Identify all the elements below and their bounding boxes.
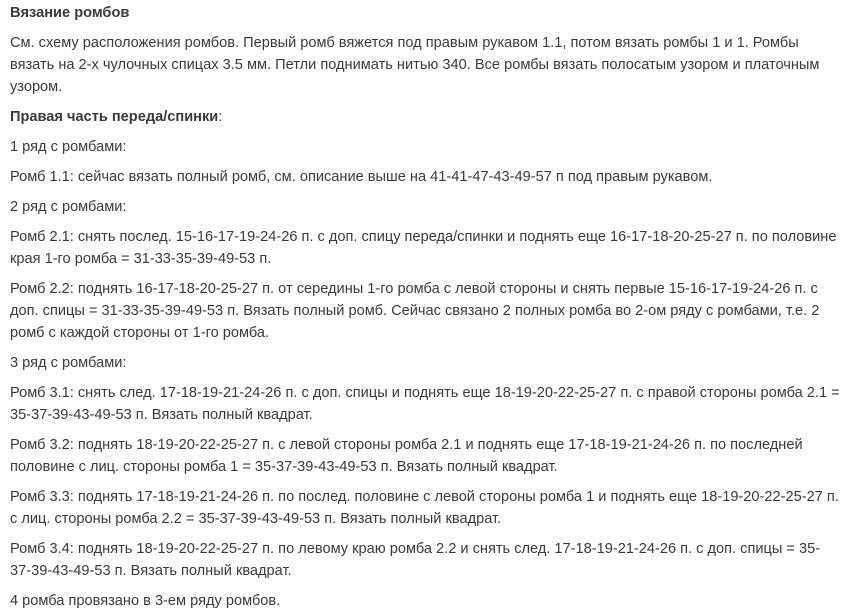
section-title-text: Правая часть переда/спинки [10,109,219,125]
paragraph-rhomb-1-1: Ромб 1.1: сейчас вязать полный ромб, см. описание выше на 41-41-47-43-49-57 п под правым рукавом. [10,169,713,185]
paragraph-rhomb-2-2: Ромб 2.2: поднять 16-17-18-20-25-27 п. от середины 1-го ромба с левой стороны и снять первые 15-16-17-19-24-26 п. с доп. спицы = 31-33-35-39-49-53 п. Вязать полный ромб. Сейчас связано 2 полных ромба во 2-ом ряду с ромбами, т.е. 2 ромб с каждой стороны от 1-го ромба. [10,281,820,341]
paragraph-rhomb-3-2: Ромб 3.2: поднять 18-19-20-22-25-27 п. с левой стороны ромба 2.1 и поднять еще 17-18-19-21-24-26 п. по последней половине с лиц. стороны ромба 1 = 35-37-39-43-49-53 п. Вязать полный квадрат. [10,437,803,475]
paragraph-rhomb-3-3: Ромб 3.3: поднять 17-18-19-21-24-26 п. по послед. половине с левой стороны ромба 1 и поднять еще 18-19-20-22-25-27 п. с лиц. стороны ромба 2.2 = 35-37-39-43-49-53 п. Вязать полный квадрат. [10,489,839,527]
paragraph-rhomb-2-1: Ромб 2.1: снять послед. 15-16-17-19-24-26 п. с доп. спицу переда/спинки и поднять еще 16-17-18-20-25-27 п. по половине края 1-го ромба = 31-33-35-39-49-53 п. [10,229,837,267]
intro-paragraph: См. схему расположения ромбов. Первый ромб вяжется под правым рукавом 1.1, потом вязать ромбы 1 и 1. Ромбы вязать на 2-х чулочных спицах 3.5 мм. Петли поднимать нитью 340. Все ромбы вязать полосатым узором и платочным узором. [10,35,820,95]
paragraph-row-1-heading: 1 ряд с ромбами: [10,139,127,155]
paragraph-row-3-summary: 4 ромба провязано в 3-ем ряду ромбов. [10,593,281,609]
paragraph-row-2-heading: 2 ряд с ромбами: [10,199,127,215]
section-title [10,106,841,128]
article-title: Вязание ромбов [10,5,130,21]
section-title-colon: : [218,109,223,125]
paragraph-rhomb-3-4: Ромб 3.4: поднять 18-19-20-22-25-27 п. по левому краю ромба 2.2 и снять след. 17-18-19-21-24-26 п. с доп. спицы = 35-37-39-43-49-53 п. Вязать полный квадрат. [10,541,821,579]
paragraph-row-3-heading: 3 ряд с ромбами: [10,355,127,371]
paragraph-rhomb-3-1: Ромб 3.1: снять след. 17-18-19-21-24-26 п. с доп. спицы и поднять еще 18-19-20-22-25-27 п. с правой стороны ромба 2.1 = 35-37-39-43-49-53 п. Вязать полный квадрат. [10,385,840,423]
